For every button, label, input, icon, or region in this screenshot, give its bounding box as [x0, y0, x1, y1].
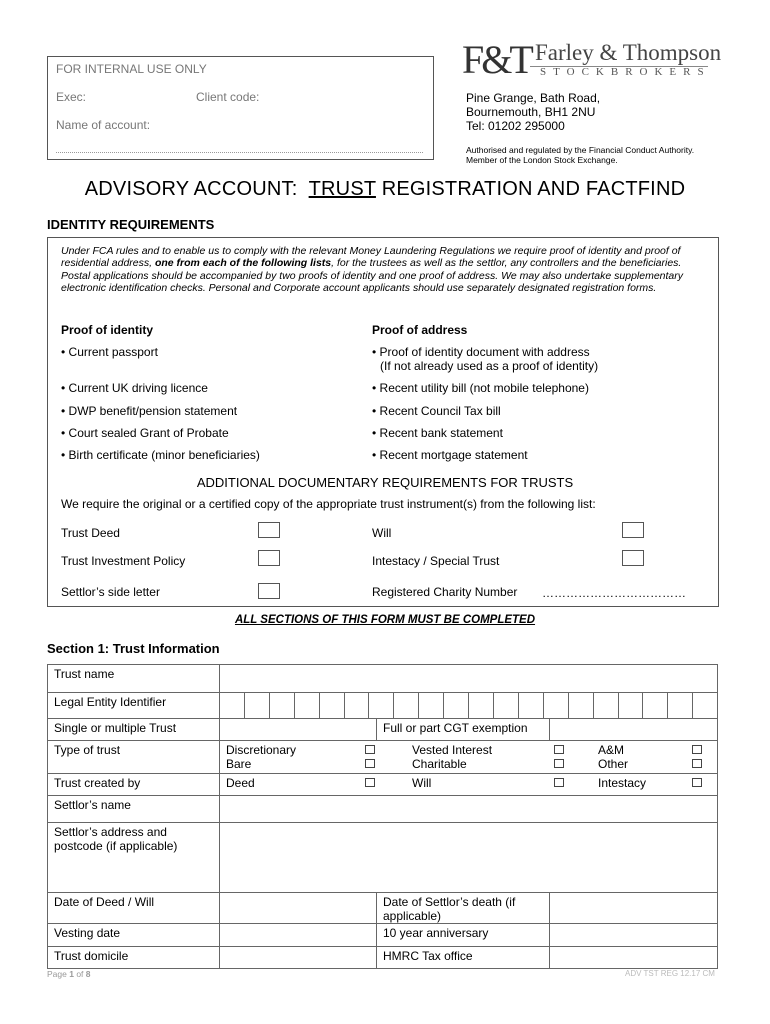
type-of-trust-options [220, 741, 718, 774]
intro-bold: one from each of the following lists [154, 257, 332, 270]
other-checkbox[interactable] [692, 759, 702, 768]
hmrc-office-input[interactable] [550, 947, 718, 969]
cgt-exemption-label: Full or part CGT exemption [377, 719, 550, 741]
charity-number-label: Registered Charity Number [372, 585, 518, 599]
trust-domicile-label: Trust domicile [48, 947, 220, 969]
lei-char-box[interactable] [369, 693, 394, 718]
table-row [48, 741, 718, 774]
date-death-label: Date of Settlor’s death (if applicable) [377, 893, 550, 924]
trust-investment-policy-label: Trust Investment Policy [61, 554, 186, 568]
settlor-letter-label: Settlor’s side letter [61, 585, 160, 599]
proof-address-heading: Proof of address [372, 323, 468, 337]
account-name-line[interactable] [56, 152, 423, 153]
exec-label: Exec: [56, 90, 87, 104]
identity-heading: IDENTITY REQUIREMENTS [47, 217, 215, 232]
lei-char-box[interactable] [320, 693, 345, 718]
lei-char-box[interactable] [245, 693, 270, 718]
additional-requirements-text: We require the original or a certified copy of the appropriate trust instrument(s) from the following list: [61, 497, 596, 511]
date-deed-input[interactable] [220, 893, 377, 924]
brand-subtitle: STOCKBROKERS [540, 66, 711, 78]
identity-item: • Current UK driving licence [61, 381, 208, 395]
lei-char-box[interactable] [569, 693, 594, 718]
lei-char-box[interactable] [345, 693, 370, 718]
lei-char-box[interactable] [643, 693, 668, 718]
identity-item: • Birth certificate (minor beneficiaries) [61, 448, 260, 462]
discretionary-label: Discretionary [226, 743, 297, 757]
additional-requirements-title: ADDITIONAL DOCUMENTARY REQUIREMENTS FOR TRUSTS [196, 475, 574, 490]
single-multiple-label: Single or multiple Trust [48, 719, 220, 741]
lei-char-box[interactable] [668, 693, 693, 718]
lei-char-box[interactable] [544, 693, 569, 718]
address-item: • Proof of identity document with address [372, 345, 590, 359]
lei-char-box[interactable] [444, 693, 469, 718]
am-checkbox[interactable] [692, 745, 702, 754]
settlor-address-label: Settlor’s address and postcode (if applicable) [48, 823, 220, 893]
intestacy-special-checkbox[interactable] [622, 550, 644, 566]
address-item: • Recent bank statement [372, 426, 503, 440]
single-multiple-input[interactable] [220, 719, 377, 741]
will-checkbox[interactable] [622, 522, 644, 538]
will-label: Will [372, 526, 392, 540]
address-line-2: Bournemouth, BH1 2NU [466, 105, 596, 119]
identity-item: • Court sealed Grant of Probate [61, 426, 229, 440]
charity-number-field[interactable]: ……………………………… [542, 586, 686, 600]
brand-name: Farley & Thompson [535, 40, 722, 65]
lei-char-box[interactable] [394, 693, 419, 718]
page-prefix: Page [47, 969, 70, 979]
settlor-name-input[interactable] [220, 796, 718, 823]
created-by-options [220, 774, 718, 796]
cgt-exemption-input[interactable] [550, 719, 718, 741]
trust-investment-policy-checkbox[interactable] [258, 550, 280, 566]
discretionary-checkbox[interactable] [365, 745, 375, 754]
anniversary-input[interactable] [550, 924, 718, 947]
trust-name-label: Trust name [48, 665, 220, 693]
vested-interest-checkbox[interactable] [554, 745, 564, 754]
anniversary-label: 10 year anniversary [377, 924, 550, 947]
table-row [48, 719, 718, 741]
proof-identity-heading: Proof of identity [61, 323, 153, 337]
intro-part-a: Under FCA rules and to enable us to comply with the relevant Money Laundering Regulations we require proof of identity and proof of residential address, [61, 245, 681, 270]
page-total: 8 [85, 969, 91, 979]
settlor-letter-checkbox[interactable] [258, 583, 280, 599]
lei-char-box[interactable] [619, 693, 644, 718]
telephone: Tel: 01202 295000 [466, 119, 565, 133]
identity-intro [61, 245, 707, 294]
lei-char-box[interactable] [295, 693, 320, 718]
section-1-title: Section 1: Trust Information [47, 641, 220, 656]
page-title [0, 178, 770, 201]
intestacy-special-label: Intestacy / Special Trust [372, 554, 500, 568]
settlor-address-input[interactable] [220, 823, 718, 893]
bare-checkbox[interactable] [365, 759, 375, 768]
intestacy-label: Intestacy [598, 776, 647, 790]
bare-label: Bare [226, 757, 252, 771]
vesting-date-label: Vesting date [48, 924, 220, 947]
page-of: of [73, 969, 86, 979]
lei-char-box[interactable] [270, 693, 295, 718]
regulatory-line-2: Member of the London Stock Exchange. [466, 155, 618, 165]
date-deed-label: Date of Deed / Will [48, 893, 220, 924]
deed-label: Deed [226, 776, 255, 790]
settlor-name-label: Settlor’s name [48, 796, 220, 823]
charitable-checkbox[interactable] [554, 759, 564, 768]
intro-part-b: , for the trustees as well as the settlor, any controllers and the beneficiaries. Postal applications should be accompanied by two proofs of identity and one proof of address. We may also undertake supplementary electronic identification checks. Personal and Corporate account applicants should use separately designated registration forms. [61, 257, 684, 294]
trust-name-input[interactable] [220, 665, 718, 693]
company-address [466, 91, 600, 133]
address-line-1: Pine Grange, Bath Road, [466, 91, 601, 105]
trust-information-table [47, 664, 718, 969]
form-code: ADV TST REG 12.17 CM [625, 969, 715, 978]
created-will-checkbox[interactable] [554, 778, 564, 787]
identity-item: • DWP benefit/pension statement [61, 404, 238, 418]
client-code-label: Client code: [196, 90, 260, 104]
address-item: • Recent mortgage statement [372, 448, 528, 462]
account-name-label: Name of account: [56, 118, 151, 132]
trust-deed-label: Trust Deed [61, 526, 120, 540]
address-item: • Recent utility bill (not mobile telephone) [372, 381, 589, 395]
title-prefix: ADVISORY ACCOUNT: [84, 178, 309, 200]
lei-char-box[interactable] [220, 693, 245, 718]
identity-item: • Current passport [61, 345, 158, 359]
table-row [48, 947, 718, 969]
lei-char-box[interactable] [419, 693, 444, 718]
deed-checkbox[interactable] [365, 778, 375, 787]
table-row [48, 693, 718, 719]
hmrc-office-label: HMRC Tax office [377, 947, 550, 969]
lei-char-box[interactable] [494, 693, 519, 718]
am-label: A&M [598, 743, 625, 757]
internal-use-title: FOR INTERNAL USE ONLY [56, 62, 207, 76]
lei-char-box[interactable] [693, 693, 717, 718]
type-of-trust-label: Type of trust [48, 741, 220, 774]
internal-use-box [47, 56, 434, 160]
created-by-label: Trust created by [48, 774, 220, 796]
table-row [48, 774, 718, 796]
table-row [48, 796, 718, 823]
lei-label: Legal Entity Identifier [48, 693, 220, 719]
address-item: • Recent Council Tax bill [372, 404, 501, 418]
table-row [48, 665, 718, 693]
address-item-note: (If not already used as a proof of identity) [380, 359, 599, 373]
page-number [47, 969, 91, 979]
table-row [48, 823, 718, 893]
created-will-label: Will [412, 776, 432, 790]
table-row [48, 893, 718, 924]
lei-char-box[interactable] [519, 693, 544, 718]
charitable-label: Charitable [412, 757, 467, 771]
page-current: 1 [69, 969, 74, 979]
lei-input[interactable] [220, 693, 718, 719]
intestacy-checkbox[interactable] [692, 778, 702, 787]
title-suffix: REGISTRATION AND FACTFIND [375, 178, 686, 200]
lei-char-box[interactable] [594, 693, 619, 718]
title-trust: TRUST [308, 178, 376, 200]
lei-char-box[interactable] [469, 693, 494, 718]
other-label: Other [598, 757, 629, 771]
trust-deed-checkbox[interactable] [258, 522, 280, 538]
vested-interest-label: Vested Interest [412, 743, 493, 757]
table-row [48, 924, 718, 947]
regulatory-notice [466, 145, 694, 165]
trust-domicile-input[interactable] [220, 947, 377, 969]
brand-monogram: F&T [462, 37, 531, 82]
date-death-input[interactable] [550, 893, 718, 924]
vesting-date-input[interactable] [220, 924, 377, 947]
regulatory-line-1: Authorised and regulated by the Financial Conduct Authority. [466, 145, 695, 155]
completion-notice: ALL SECTIONS OF THIS FORM MUST BE COMPLETED [234, 614, 536, 626]
